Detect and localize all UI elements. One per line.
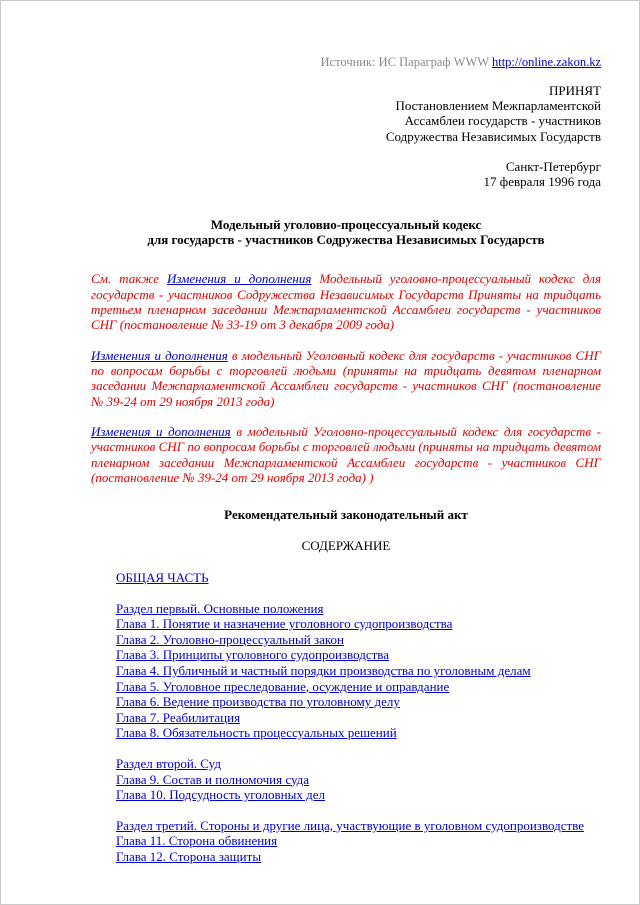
place-date-block	[91, 159, 601, 190]
toc-chapter-link[interactable]: Глава 5. Уголовное преследование, осуждение и оправдание	[116, 678, 450, 694]
adoption-line: Содружества Независимых Государств	[385, 128, 601, 144]
toc-line	[116, 663, 601, 679]
toc-section-link[interactable]: Раздел второй. Суд	[116, 755, 221, 771]
toc-line	[116, 647, 601, 663]
toc-gap	[116, 803, 601, 818]
amendment-prefix: См. также	[91, 271, 167, 287]
toc-chapter-link[interactable]: Глава 6. Ведение производства по уголовному делу	[116, 694, 400, 710]
table-of-contents	[116, 570, 601, 865]
amendments-section	[91, 271, 601, 485]
amendment-paragraph	[91, 348, 601, 409]
toc-chapter-link[interactable]: Глава 11. Сторона обвинения	[116, 833, 278, 849]
adoption-place: Санкт-Петербург	[505, 159, 601, 175]
toc-line	[116, 679, 601, 695]
adoption-line: Ассамблеи государств - участников	[404, 113, 601, 129]
toc-line	[116, 818, 601, 834]
amendment-paragraph	[91, 424, 601, 485]
toc-chapter-link[interactable]: Глава 8. Обязательность процессуальных решений	[116, 725, 397, 741]
toc-chapter-link[interactable]: Глава 10. Подсудность уголовных дел	[116, 787, 325, 803]
source-label: Источник: ИС Параграф WWW	[320, 55, 492, 69]
adoption-line: Постановлением Межпарламентской	[395, 98, 601, 114]
toc-line	[116, 725, 601, 741]
toc-line	[116, 772, 601, 788]
toc-section-link[interactable]: Раздел первый. Основные положения	[116, 600, 324, 616]
adoption-status: ПРИНЯТ	[548, 82, 601, 98]
source-url-link[interactable]: http://online.zakon.kz	[491, 55, 601, 69]
document-title-line1: Модельный уголовно-процессуальный кодекс	[210, 216, 482, 232]
adoption-block	[91, 83, 601, 144]
toc-line	[116, 710, 601, 726]
toc-chapter-link[interactable]: Глава 1. Понятие и назначение уголовного судопроизводства	[116, 616, 453, 632]
toc-line	[116, 849, 601, 865]
adoption-date: 17 февраля 1996 года	[483, 174, 601, 190]
amendment-link[interactable]: Изменения и дополнения	[91, 424, 231, 439]
toc-line	[116, 787, 601, 803]
amendment-link[interactable]: Изменения и дополнения	[166, 271, 312, 287]
amendment-link[interactable]: Изменения и дополнения	[91, 347, 228, 363]
document-title-line2: для государств - участников Содружества Независимых Государств	[147, 232, 545, 248]
source-line	[91, 55, 601, 70]
toc-gap	[116, 586, 601, 601]
toc-section-link[interactable]: Раздел третий. Стороны и другие лица, участвующие в уголовном судопроизводстве	[116, 817, 585, 833]
toc-chapter-link[interactable]: Глава 2. Уголовно-процессуальный закон	[116, 631, 345, 647]
amendment-text: Модельный уголовно-процессуальный кодекс для государств - участников Содружества Независимых Государств Приняты на тридцать третьем пленарном заседании Межпарламентской Ассамблеи государств - участников СНГ (постановление № 33-19 от 3 декабря 2009 года)	[91, 271, 601, 333]
toc-chapter-link[interactable]: Глава 12. Сторона защиты	[116, 848, 262, 864]
toc-chapter-link[interactable]: Глава 7. Реабилитация	[116, 709, 241, 725]
toc-line	[116, 601, 601, 617]
document-title	[91, 217, 601, 248]
contents-heading: СОДЕРЖАНИЕ	[301, 537, 391, 553]
toc-line	[116, 616, 601, 632]
toc-chapter-link[interactable]: Глава 4. Публичный и частный порядки производства по уголовным делам	[116, 662, 531, 678]
toc-line	[116, 756, 601, 772]
toc-line	[116, 570, 601, 586]
toc-line	[116, 833, 601, 849]
toc-line	[116, 694, 601, 710]
amendment-text: в модельный Уголовный кодекс для государств - участников СНГ по вопросам борьбы с торговлей людьми (приняты на тридцать девятом пленарном заседании Межпарламентской Ассамблеи государств - участников СНГ (постановление № 39-24 от 29 ноября 2013 года)	[91, 347, 602, 409]
toc-line	[116, 632, 601, 648]
toc-gap	[116, 741, 601, 756]
toc-chapter-link[interactable]: Глава 3. Принципы уголовного судопроизводства	[116, 647, 390, 663]
amendment-paragraph	[91, 271, 601, 332]
toc-chapter-link[interactable]: Глава 9. Состав и полномочия суда	[116, 771, 310, 787]
toc-general-part-link[interactable]: ОБЩАЯ ЧАСТЬ	[116, 569, 209, 585]
amendment-text: в модельный Уголовно-процессуальный кодекс для государств - участников СНГ по вопросам борьбы с торговлей людьми (приняты на тридцать девятом пленарном заседании Межпарламентской Ассамблеи государств - участников СНГ (постановление № 39-24 от 29 ноября 2013 года) )	[91, 424, 601, 485]
act-label: Рекомендательный законодательный акт	[224, 507, 468, 523]
